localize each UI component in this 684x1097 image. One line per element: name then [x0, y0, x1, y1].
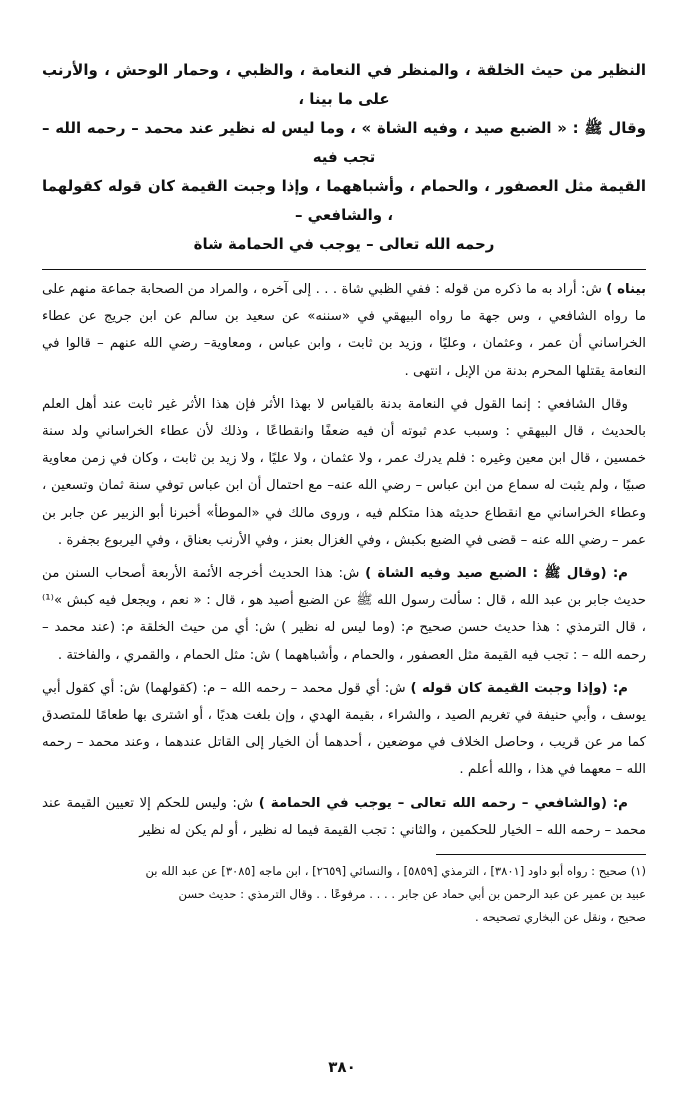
footnote-line: (١) صحيح : رواه أبو داود [٣٨٠١] ، الترمذي [٥٨٥٩] ، والنسائي [٢٦٥٩] ، ابن ماجه [٣٠٨٥] عن عبد الله بن — [145, 864, 646, 879]
sharh-paragraph — [42, 391, 646, 554]
quoted-matn: م: (وقال ﷺ : الضبع صيد وفيه الشاة ) — [365, 566, 628, 582]
footnote — [42, 860, 646, 929]
matn-line: القيمة مثل العصفور ، والحمام ، وأشباههما ، وإذا وجبت القيمة كان قوله كقولهما ، والشافعي – — [42, 177, 646, 224]
sharh-commentary — [42, 276, 646, 844]
separator-rule — [42, 269, 646, 270]
matn-line: النظير من حيث الخلقة ، والمنظر في النعامة ، والظبي ، وحمار الوحش ، والأرنب على ما بينا ، — [42, 61, 646, 108]
commentary-text: ش: هذا الحديث أخرجه الأئمة الأربعة أصحاب السنن من حديث جابر بن عبد الله ، قال : سألت رسول الله ﷺ عن الضبع أصيد هو ، قال : « نعم ، ويجعل فيه كبش »⁽¹⁾ ، قال الترمذي : هذا حديث حسن صحيح م: (وما ليس له نظير ) ش: أي من حيث الخلقة م: (عند محمد – رحمه الله – : تجب فيه القيمة مثل العصفور ، والحمام ، وأشباههما ) ش: مثل الحمام ، والقمري ، والفاختة . — [42, 566, 646, 663]
commentary-text: ش: وليس للحكم إلا تعيين القيمة عند محمد – رحمه الله – الخيار للحكمين ، والثاني : تجب القيمة فيما له نظير ، أو لم يكن له نظير — [42, 795, 646, 838]
sharh-paragraph — [42, 790, 646, 844]
sharh-paragraph — [42, 276, 646, 385]
quoted-matn: م: (والشافعي – رحمه الله تعالى – يوجب في الحمامة ) — [258, 795, 628, 811]
sharh-paragraph — [42, 675, 646, 784]
commentary-text: ش: أراد به ما ذكره من قوله : ففي الظبي شاة . . . إلى آخره ، والمراد من الصحابة جماعة منهم على ما رواه الشافعي ، وس جهة ما رواه البيهقي في «سننه» عن سعيد بن سالم عن ابن جريج عن عطاء الخراساني أن عمر ، وعثمان ، وعليًا ، وزيد بن ثابت ، وابن عباس ، ومعاوية– رضي الله عنهم – قالوا في النعامة يقتلها المحرم بدنة من الإبل ، انتهى . — [42, 282, 646, 379]
matn-text — [42, 56, 646, 259]
matn-line: وقال ﷺ : « الضبع صيد ، وفيه الشاة » ، وما ليس له نظير عند محمد – رحمه الله – تجب فيه — [42, 119, 646, 166]
sharh-paragraph — [42, 560, 646, 669]
quoted-matn: بيناه ) — [606, 282, 646, 297]
footnote-line: صحيح ، ونقل عن البخاري تصحيحه . — [475, 910, 646, 925]
footnote-line: عبيد بن عمير عن عبد الرحمن بن أبي حماد عن جابر . . . . مرفوعًا . . وقال الترمذي : حديث حسن — [178, 887, 646, 902]
commentary-text: وقال الشافعي : إنما القول في النعامة بدنة بالقياس لا بهذا الأثر فإن هذا الأثر غير ثابت عند أهل العلم بالحديث ، قال البيهقي : وسبب عدم ثبوته أن فيه ضعفًا وانقطاعًا ، وذلك لأن عطاء الخراساني ولد سنة خمسين ، قال ابن معين وغيره : فلم يدرك عمر ، ولا عثمان ، ولا عليًا ، ولا زيد بن ثابت ، وكان في زمن معاوية صبيًا ، ولم يثبت له سماع من ابن عباس – رضي الله عنه– مع احتمال أن ابن عباس توفي سنة ثمان وتسعين ، وعطاء الخراساني مع انقطاع حديثه هذا متكلم فيه ، وروى مالك في «الموطأ» أخبرنا أبو الزبير عن جابر بن عمر – رضي الله عنه – قضى في الضبع بكبش ، وفي الغزال بعنز ، وفي الأرنب بعناق ، وفي اليربوع بجفرة . — [42, 396, 646, 548]
page-body — [42, 56, 646, 929]
footnote-rule — [436, 854, 646, 855]
commentary-text: ش: أي قول محمد – رحمه الله – م: (كقولهما) ش: أي كقول أبي يوسف ، وأبي حنيفة في تغريم الصيد ، والشراء ، بقيمة الهدي ، وإن بلغت هديًا ، أو اشترى بها طعامًا للمتصدق كما مر عن قريب ، وحاصل الخلاف في موضعين ، أحدهما أن الخيار إلى القاتل عندهما ، وعند محمد – رحمه الله – معهما في هذا ، والله أعلم . — [42, 680, 646, 778]
matn-line: رحمه الله تعالى – يوجب في الحمامة شاة — [193, 235, 495, 253]
page-number: ٣٨٠ — [328, 1058, 356, 1076]
quoted-matn: م: (وإذا وجبت القيمة كان قوله ) — [410, 680, 628, 696]
